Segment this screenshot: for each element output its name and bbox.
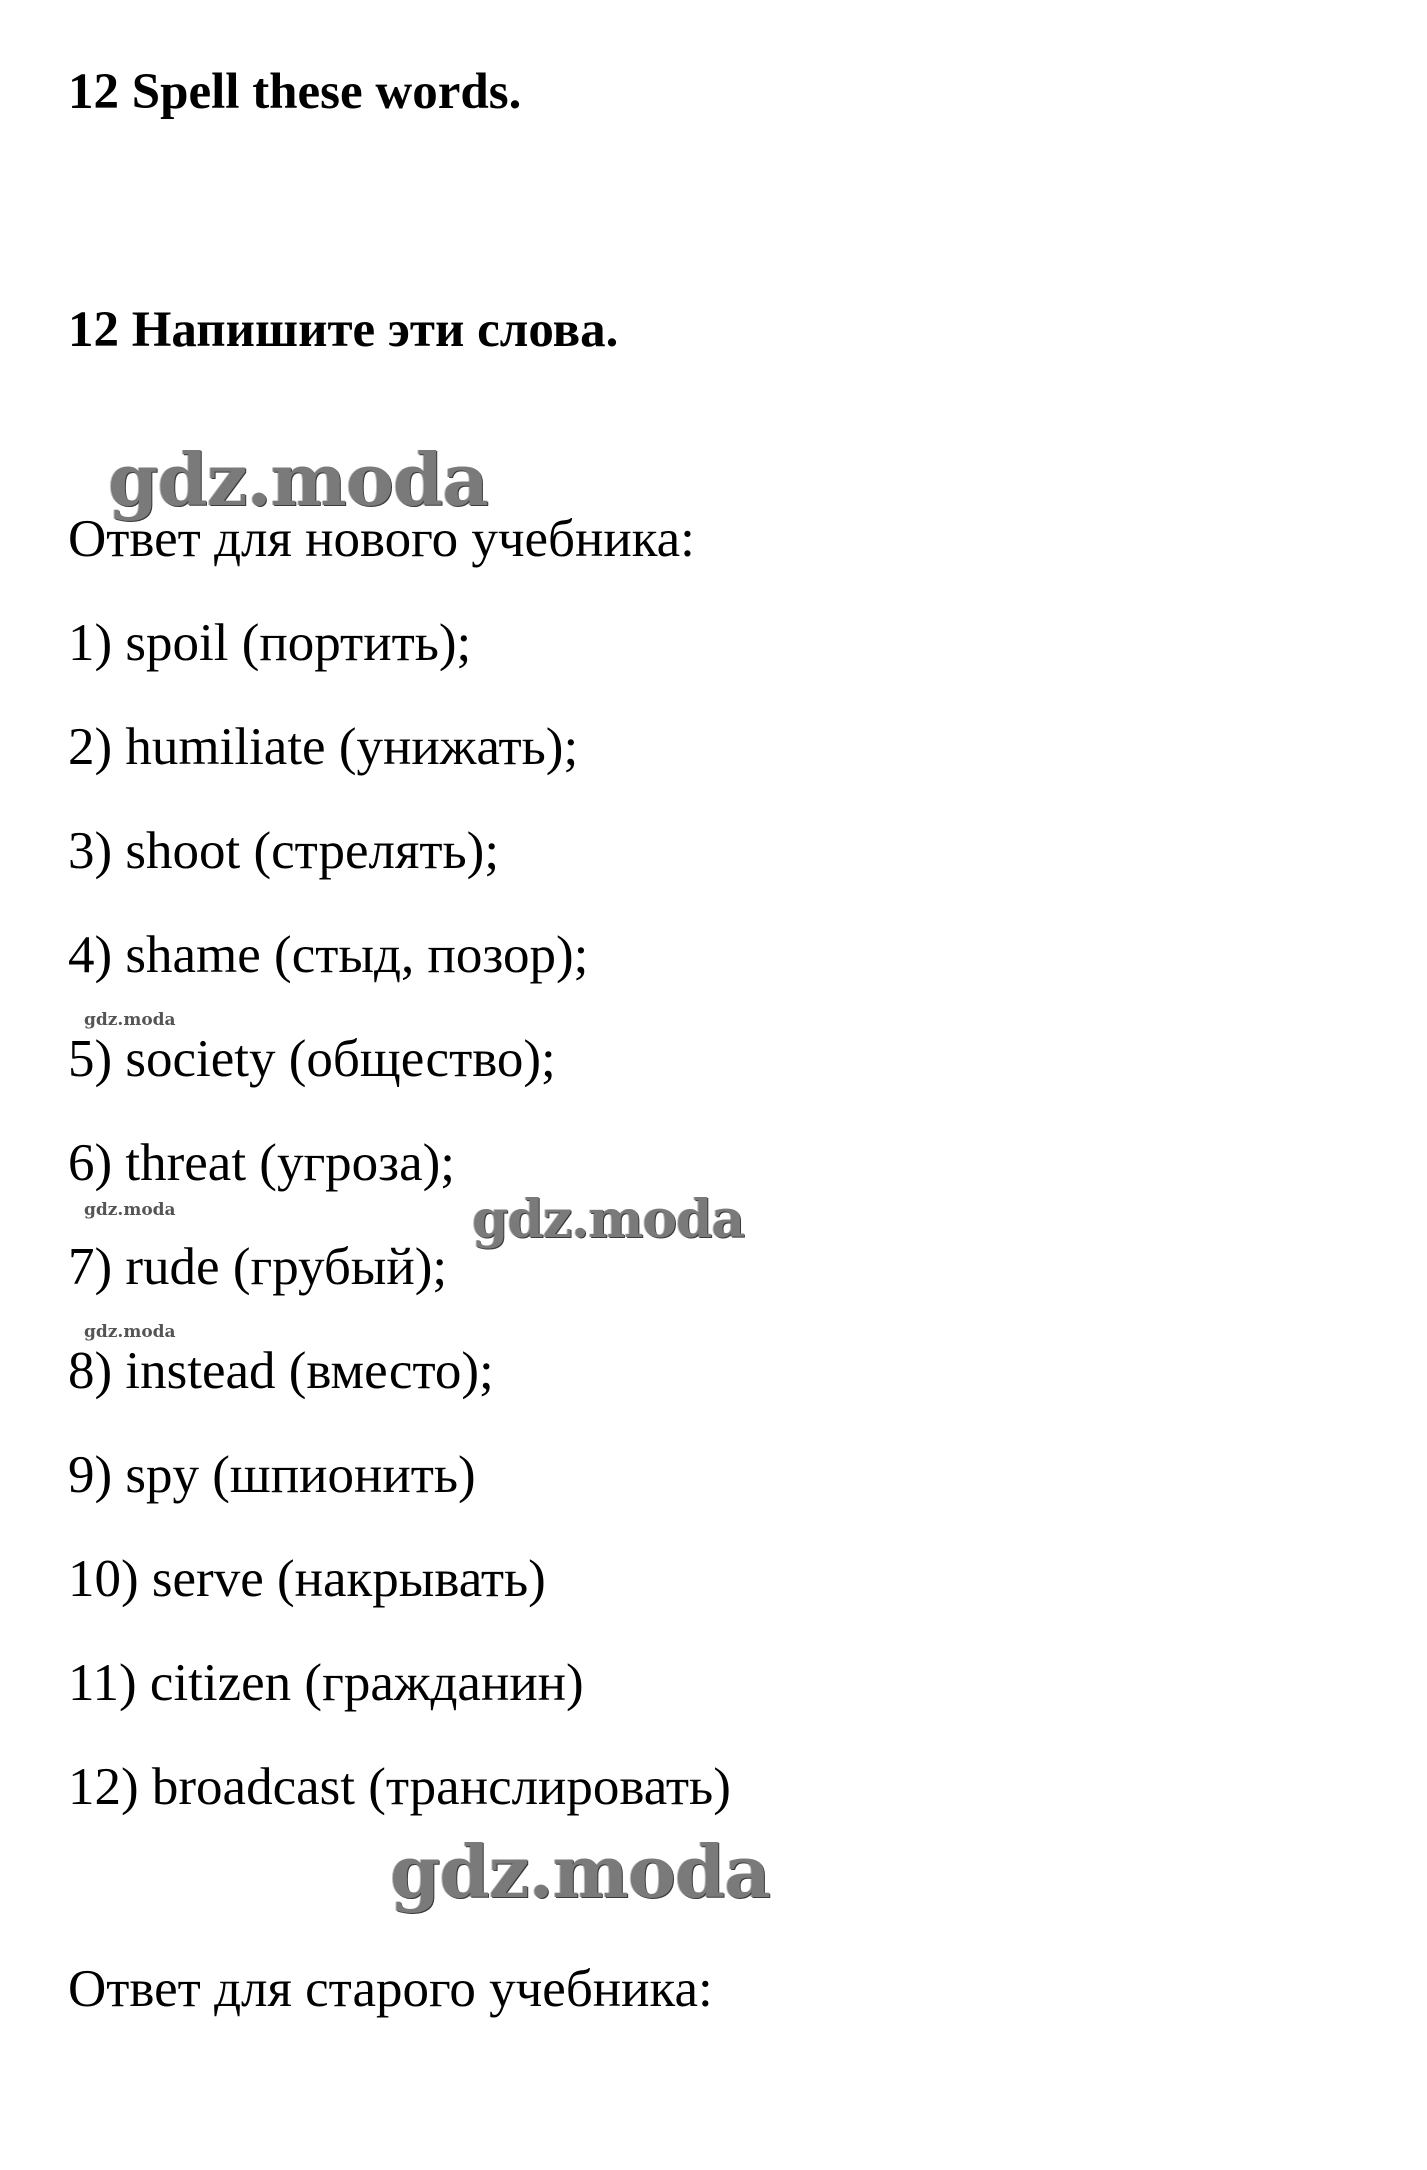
watermark-logo: gdz.moda [472, 1189, 745, 1250]
list-item: 7) rude (грубый); [68, 1238, 448, 1296]
list-item: 4) shame (стыд, позор); [68, 926, 589, 984]
answer-old-textbook-label: Ответ для старого учебника: [68, 1960, 713, 2018]
exercise-heading-english: 12 Spell these words. [68, 64, 522, 120]
list-item: 10) serve (накрывать) [68, 1550, 546, 1608]
list-item: 11) citizen (гражданин) [68, 1654, 584, 1712]
answer-new-textbook-label: Ответ для нового учебника: [68, 510, 695, 568]
list-item: 3) shoot (стрелять); [68, 822, 500, 880]
list-item: 12) broadcast (транслировать) [68, 1758, 731, 1816]
list-item: 1) spoil (портить); [68, 614, 472, 672]
watermark-logo: gdz.moda [108, 437, 488, 522]
list-item: 5) society (общество); [68, 1030, 556, 1088]
list-item: 9) spy (шпионить) [68, 1446, 476, 1504]
watermark-logo: gdz.moda [84, 1322, 176, 1342]
list-item: 6) threat (угроза); [68, 1134, 456, 1192]
exercise-heading-russian: 12 Напишите эти слова. [68, 302, 619, 358]
list-item: 8) instead (вместо); [68, 1342, 494, 1400]
watermark-logo: gdz.moda [390, 1829, 770, 1914]
list-item: 2) humiliate (унижать); [68, 718, 579, 776]
watermark-logo: gdz.moda [84, 1010, 176, 1030]
watermark-logo: gdz.moda [84, 1200, 176, 1220]
